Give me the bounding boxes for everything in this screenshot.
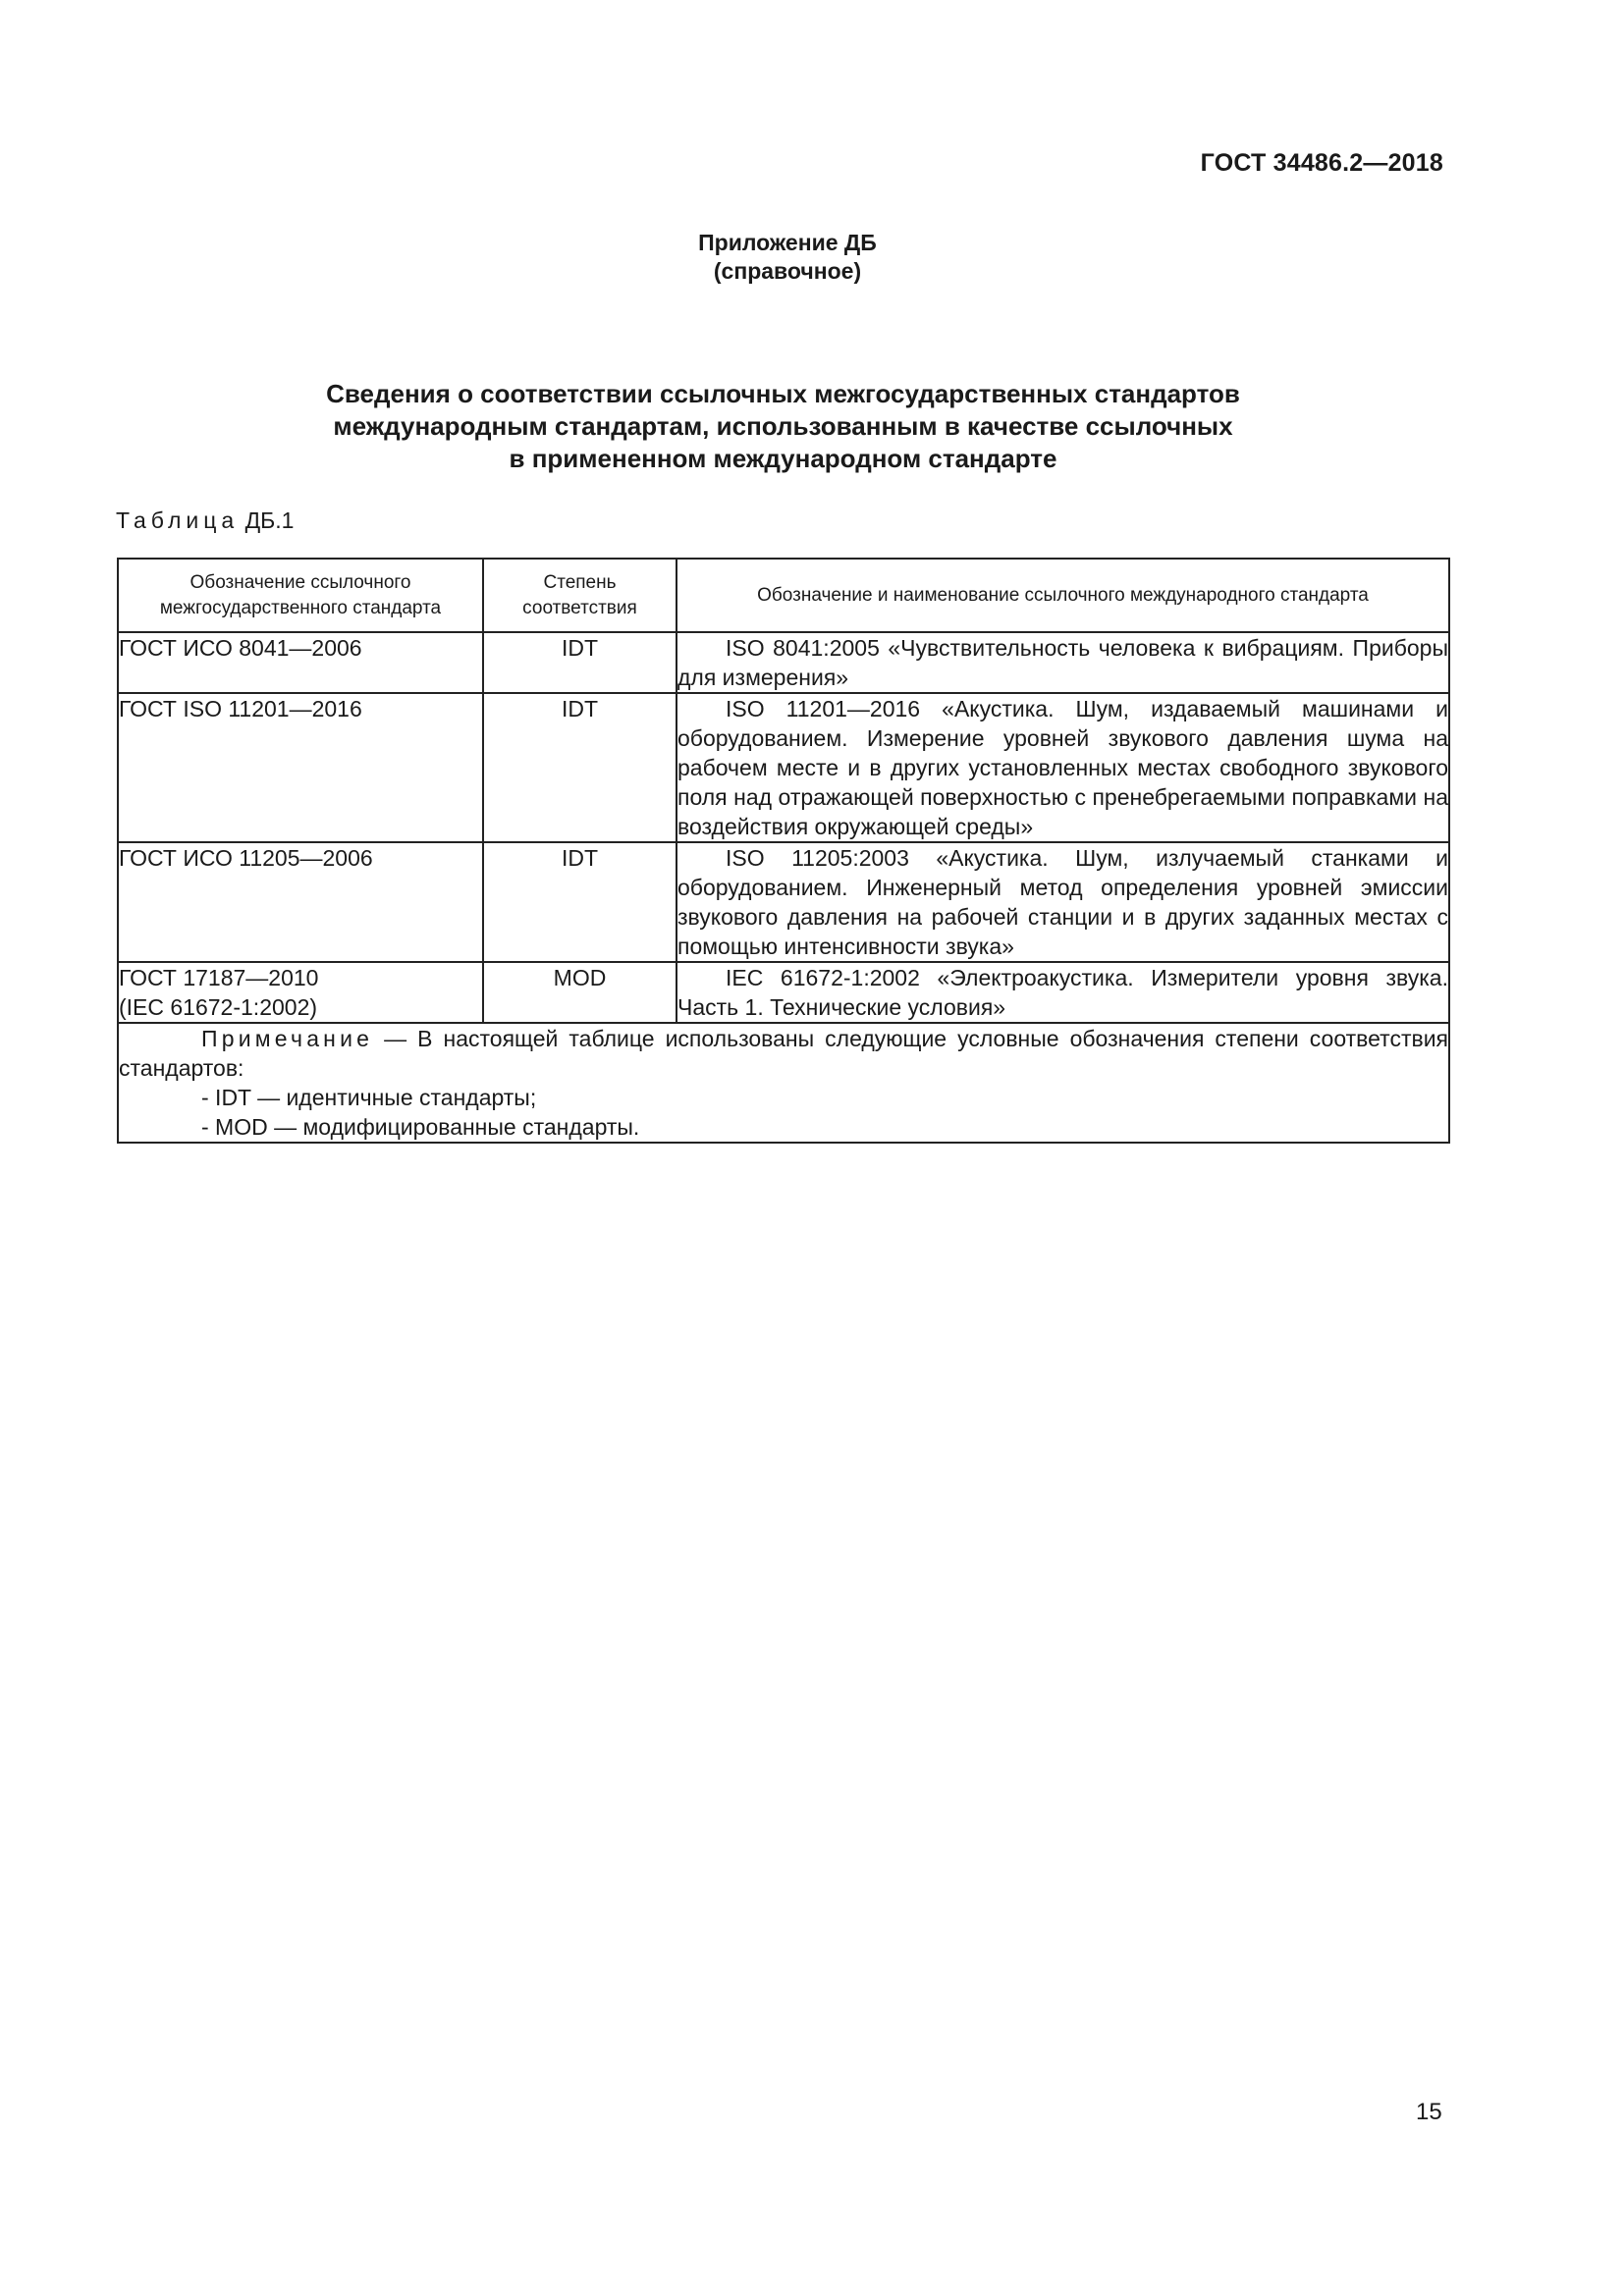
section-heading <box>0 378 1566 475</box>
cell-international: ISO 11205:2003 «Акустика. Шум, излучаемый станками и оборудованием. Инженерный метод определения уровней эмиссии звукового давления на рабочей станции и в других заданных местах с помощью интенсивности звука» <box>677 842 1449 962</box>
note-item: - MOD — модифицированные стандарты. <box>201 1114 640 1140</box>
table-row <box>118 962 1449 1023</box>
designation-line: ГОСТ ISO 11201—2016 <box>119 696 362 721</box>
note-body: — В настоящей таблице использованы следующие условные обозначения степени соответствия стандартов: <box>119 1026 1448 1081</box>
cell-degree: IDT <box>483 842 677 962</box>
appendix-status: (справочное) <box>713 258 862 284</box>
cell-degree: IDT <box>483 693 677 842</box>
cell-international: IEC 61672-1:2002 «Электроакустика. Измерители уровня звука. Часть 1. Технические условия» <box>677 962 1449 1023</box>
table-row <box>118 632 1449 693</box>
designation-line: ГОСТ ИСО 8041—2006 <box>119 635 362 661</box>
appendix-title <box>0 229 1575 286</box>
designation-line: ГОСТ 17187—2010 <box>119 965 319 990</box>
cell-degree: IDT <box>483 632 677 693</box>
table-caption <box>116 507 294 534</box>
designation-line: (IEC 61672-1:2002) <box>119 994 318 1020</box>
section-heading-line: в примененном международном стандарте <box>509 444 1057 473</box>
section-heading-line: международным стандартам, использованным в качестве ссылочных <box>333 411 1233 441</box>
note-label: Примечание <box>201 1026 374 1051</box>
cell-degree: MOD <box>483 962 677 1023</box>
section-heading-line: Сведения о соответствии ссылочных межгосударственных стандартов <box>326 379 1240 408</box>
page-number: 15 <box>1416 2099 1442 2125</box>
cell-designation <box>118 632 483 693</box>
cell-international: ISO 8041:2005 «Чувствительность человека к вибрациям. Приборы для измерения» <box>677 632 1449 693</box>
document-code: ГОСТ 34486.2—2018 <box>1200 149 1443 177</box>
designation-line: ГОСТ ИСО 11205—2006 <box>119 845 373 871</box>
table-caption-label: Таблица <box>116 507 240 533</box>
note-text <box>119 1024 1448 1083</box>
header-international: Обозначение и наименование ссылочного международного стандарта <box>677 559 1449 632</box>
cell-designation <box>118 842 483 962</box>
appendix-name: Приложение ДБ <box>698 230 877 255</box>
cell-designation <box>118 962 483 1023</box>
table-row <box>118 842 1449 962</box>
table-note <box>118 1023 1449 1143</box>
table-row <box>118 693 1449 842</box>
header-degree: Степень соответствия <box>483 559 677 632</box>
note-item: - IDT — идентичные стандарты; <box>201 1085 537 1110</box>
cell-international: ISO 11201—2016 «Акустика. Шум, издаваемый машинами и оборудованием. Измерение уровней звукового давления шума на рабочем месте и в других установленных местах свободного звукового поля над отражающей поверхностью с пренебрегаемыми поправками на воздействия окружающей среды» <box>677 693 1449 842</box>
table-note-row <box>118 1023 1449 1143</box>
cell-designation <box>118 693 483 842</box>
table-header-row <box>118 559 1449 632</box>
header-designation: Обозначение ссылочного межгосударственного стандарта <box>118 559 483 632</box>
correspondence-table <box>117 558 1450 1144</box>
table-caption-number: ДБ.1 <box>244 507 295 533</box>
